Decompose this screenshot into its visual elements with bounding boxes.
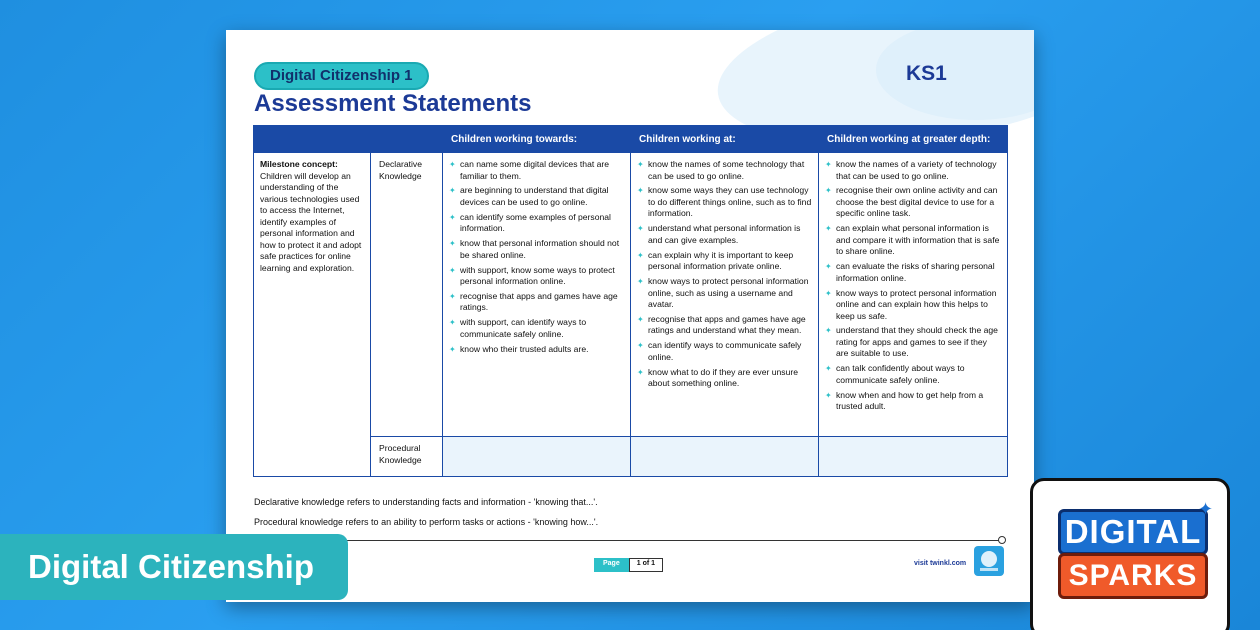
list-item: ✦ can evaluate the risks of sharing personal information online. — [825, 261, 1001, 284]
header-at: Children working at: — [631, 126, 819, 153]
list-item: ✦ can identify ways to communicate safely online. — [637, 340, 812, 363]
worksheet-preview — [226, 30, 1034, 602]
header-towards: Children working towards: — [443, 126, 631, 153]
towards-cell — [443, 153, 631, 437]
footer-divider — [336, 540, 1002, 541]
header-depth: Children working at greater depth: — [819, 126, 1008, 153]
list-item: ✦ recognise that apps and games have age ratings. — [449, 291, 624, 314]
key-stage-label: KS1 — [906, 62, 947, 85]
header-blank-2 — [371, 126, 443, 153]
procedural-depth-cell — [819, 437, 1008, 477]
list-item: ✦ know ways to protect personal information online and can explain how this helps to keep us safe. — [825, 288, 1001, 323]
table-row — [254, 153, 1008, 437]
procedural-label: Procedural Knowledge — [371, 437, 443, 477]
list-item: ✦ with support, can identify ways to communicate safely online. — [449, 317, 624, 340]
footer-dot — [998, 536, 1006, 544]
logo-word-digital: DIGITAL — [1058, 509, 1208, 555]
declarative-label: Declarative Knowledge — [371, 153, 443, 437]
list-item: ✦ can explain why it is important to keep personal information private online. — [637, 250, 812, 273]
list-item: ✦ can name some digital devices that are familiar to them. — [449, 159, 624, 182]
depth-cell — [819, 153, 1008, 437]
page-title: Assessment Statements — [254, 90, 532, 117]
procedural-towards-cell — [443, 437, 631, 477]
logo-word-sparks: SPARKS — [1058, 553, 1208, 599]
list-item: ✦ can talk confidently about ways to communicate safely online. — [825, 363, 1001, 386]
list-item: ✦ know who their trusted adults are. — [449, 344, 624, 356]
header-blank — [254, 126, 371, 153]
unit-pill: Digital Citizenship 1 — [254, 62, 429, 90]
milestone-label: Milestone concept: — [260, 159, 338, 169]
list-item: ✦ understand what personal information is and can give examples. — [637, 223, 812, 246]
page-label: Page — [594, 558, 629, 572]
digital-sparks-logo — [1030, 478, 1230, 630]
page-count: 1 of 1 — [629, 558, 663, 572]
visit-link[interactable]: visit twinkl.com — [914, 560, 967, 567]
list-item: ✦ know some ways they can use technology to do different things online, such as to find information. — [637, 185, 812, 220]
topic-banner: Digital Citizenship — [0, 534, 348, 600]
note-declarative: Declarative knowledge refers to understanding facts and information - 'knowing that...'. — [254, 497, 598, 507]
list-item: ✦ with support, know some ways to protect personal information online. — [449, 265, 624, 288]
list-item: ✦ understand that they should check the age rating for apps and games to see if they are suitable to use. — [825, 325, 1001, 360]
list-item: ✦ can identify some examples of personal information. — [449, 212, 624, 235]
list-item: ✦ recognise that apps and games have age ratings and understand what they mean. — [637, 314, 812, 337]
list-item: ✦ know what to do if they are ever unsure about something online. — [637, 367, 812, 390]
list-item: ✦ know the names of some technology that can be used to go online. — [637, 159, 812, 182]
milestone-cell — [254, 153, 371, 477]
list-item: ✦ know the names of a variety of technology that can be used to go online. — [825, 159, 1001, 182]
list-item: ✦ know ways to protect personal information online, such as using a username and avatar. — [637, 276, 812, 311]
page-indicator — [594, 558, 663, 572]
milestone-text: Children will develop an understanding of the various technologies used to access the Internet, identify examples of personal information and how to protect it and adopt safe practices for online learning and exploration. — [260, 170, 362, 273]
at-cell — [631, 153, 819, 437]
list-item: ✦ know that personal information should not be shared online. — [449, 238, 624, 261]
note-procedural: Procedural knowledge refers to an ability to perform tasks or actions - 'knowing how...'. — [254, 517, 599, 527]
list-item: ✦ are beginning to understand that digital devices can be used to go online. — [449, 185, 624, 208]
procedural-at-cell — [631, 437, 819, 477]
twinkl-logo-icon — [974, 546, 1004, 576]
list-item: ✦ know when and how to get help from a trusted adult. — [825, 390, 1001, 413]
table-header-row — [254, 126, 1008, 153]
sparkle-icon: ✦ — [1198, 499, 1214, 519]
assessment-table — [253, 125, 1008, 477]
list-item: ✦ can explain what personal information is and compare it with information that is safe to share online. — [825, 223, 1001, 258]
list-item: ✦ recognise their own online activity and can choose the best digital device to use for a specific online task. — [825, 185, 1001, 220]
